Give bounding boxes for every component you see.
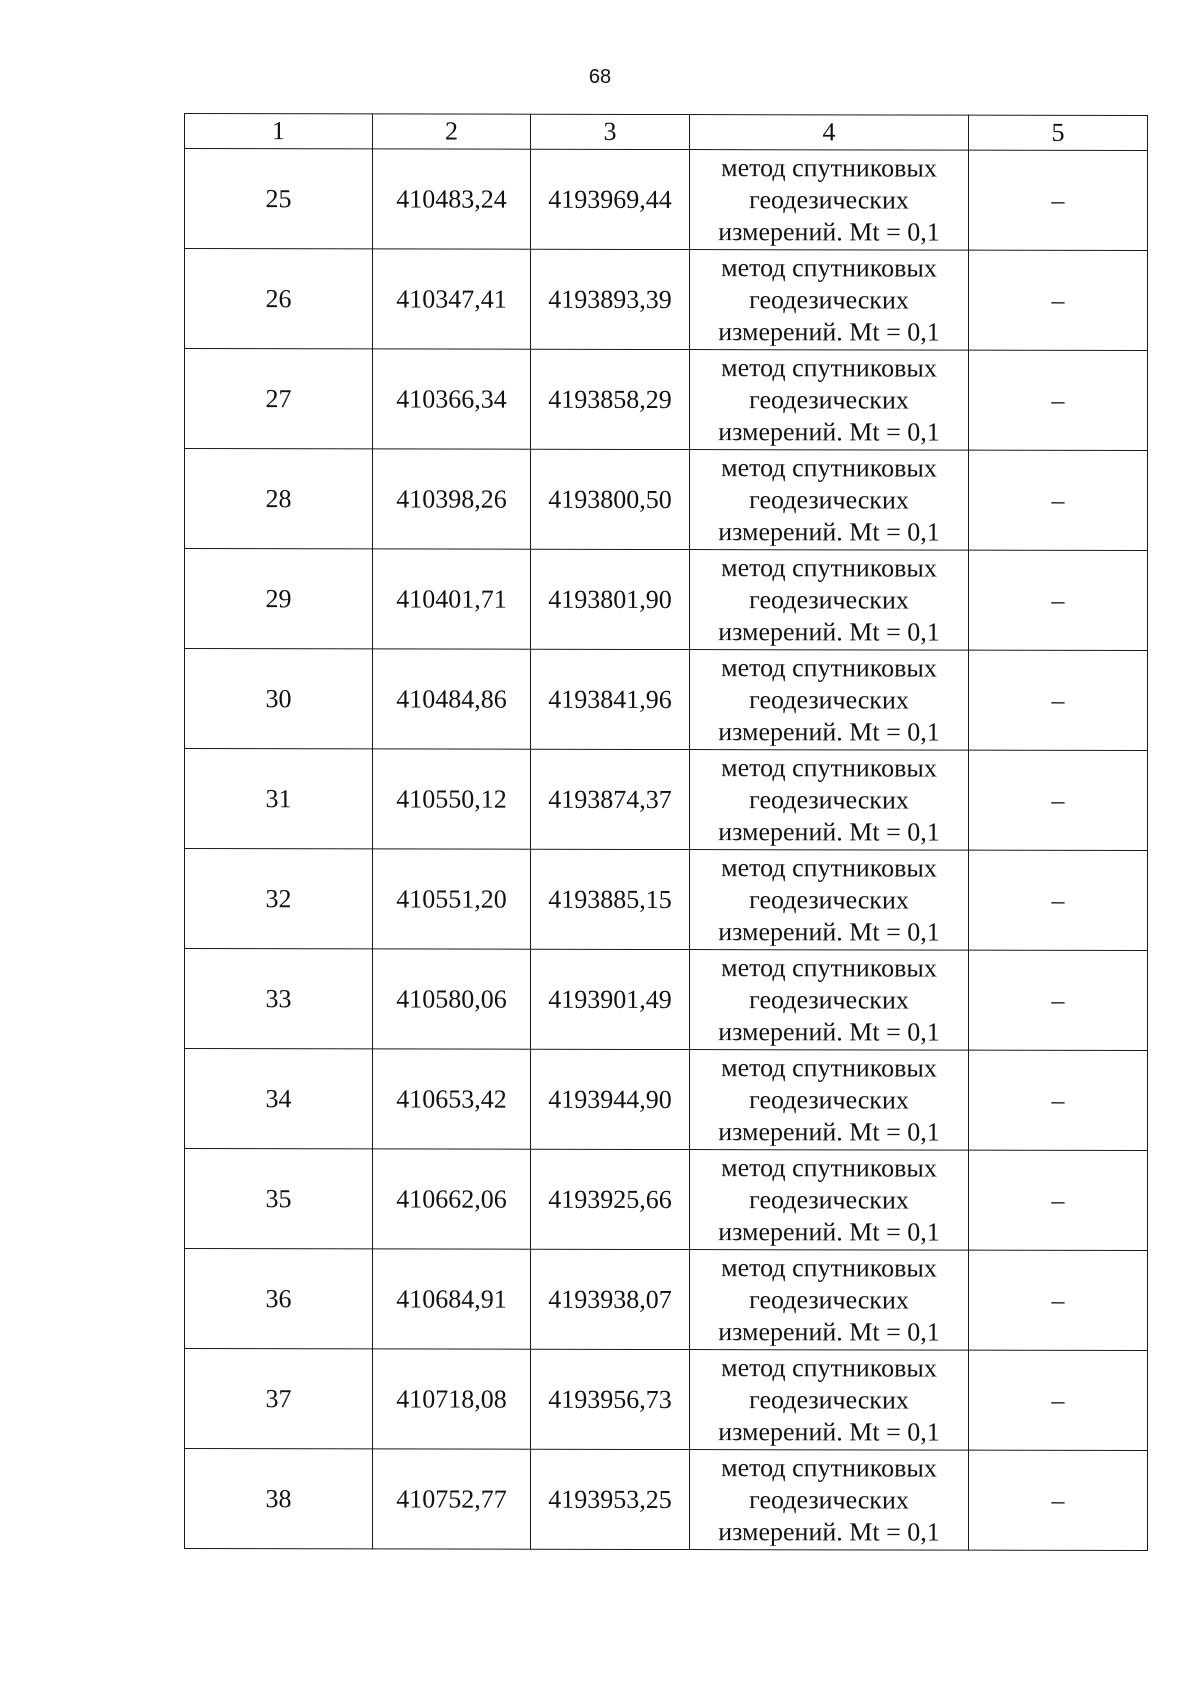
method-line: метод спутниковых: [721, 1252, 937, 1283]
y-coordinate-cell: 4193841,96: [531, 649, 690, 749]
method-line: метод спутниковых: [721, 952, 937, 983]
method-line: геодезических: [749, 1484, 909, 1515]
method-cell: [690, 650, 969, 751]
y-coordinate-cell: 4193969,44: [531, 149, 690, 249]
method-cell: [690, 950, 969, 1051]
x-coordinate-cell: 410752,77: [373, 1449, 531, 1549]
header-cell-4: 4: [690, 115, 969, 151]
y-coordinate-cell: 4193925,66: [531, 1149, 690, 1249]
method-line: метод спутниковых: [721, 1452, 937, 1483]
point-number-cell: 36: [185, 1249, 373, 1349]
y-coordinate-cell: 4193901,49: [531, 949, 690, 1049]
x-coordinate-cell: 410662,06: [373, 1149, 531, 1249]
table-row: [185, 749, 1148, 851]
method-line: метод спутниковых: [721, 1152, 937, 1183]
method-cell: [690, 450, 969, 551]
y-coordinate-cell: 4193885,15: [531, 849, 690, 949]
method-line: измерений. Mt = 0,1: [718, 1216, 940, 1247]
page-number: 68: [588, 66, 612, 88]
table-row: [185, 1049, 1148, 1151]
method-cell: [690, 1150, 969, 1251]
table-row: [185, 1449, 1148, 1551]
point-number-cell: 34: [185, 1049, 373, 1149]
method-line: метод спутниковых: [721, 1052, 937, 1083]
x-coordinate-cell: 410398,26: [373, 449, 531, 549]
method-line: метод спутниковых: [721, 452, 937, 483]
method-line: измерений. Mt = 0,1: [718, 1516, 940, 1547]
method-line: измерений. Mt = 0,1: [718, 916, 940, 947]
point-number-cell: 31: [185, 749, 373, 849]
method-line: метод спутниковых: [721, 852, 937, 883]
y-coordinate-cell: 4193801,90: [531, 549, 690, 649]
x-coordinate-cell: 410653,42: [373, 1049, 531, 1149]
table-row: [185, 849, 1148, 951]
method-cell: [690, 350, 969, 451]
point-number-cell: 38: [185, 1449, 373, 1549]
table-row: [185, 649, 1148, 751]
point-number-cell: 37: [185, 1349, 373, 1449]
method-line: измерений. Mt = 0,1: [718, 516, 940, 547]
method-line: метод спутниковых: [721, 352, 937, 383]
table-row: [185, 249, 1148, 351]
table-header-row: [185, 114, 1148, 151]
note-cell: –: [969, 1350, 1148, 1450]
point-number-cell: 28: [185, 449, 373, 549]
point-number-cell: 27: [185, 349, 373, 449]
method-line: метод спутниковых: [721, 1352, 937, 1383]
method-line: геодезических: [749, 1384, 909, 1415]
table-row: [185, 149, 1148, 251]
note-cell: –: [969, 750, 1148, 850]
y-coordinate-cell: 4193874,37: [531, 749, 690, 849]
note-cell: –: [969, 350, 1148, 450]
method-cell: [690, 1250, 969, 1351]
coordinates-table: [184, 113, 1148, 1551]
x-coordinate-cell: 410483,24: [373, 149, 531, 249]
method-cell: [690, 150, 969, 251]
x-coordinate-cell: 410550,12: [373, 749, 531, 849]
method-line: геодезических: [749, 1084, 909, 1115]
y-coordinate-cell: 4193953,25: [531, 1449, 690, 1549]
point-number-cell: 29: [185, 549, 373, 649]
table-row: [185, 949, 1148, 1051]
header-cell-2: 2: [373, 114, 531, 149]
method-line: метод спутниковых: [721, 252, 937, 283]
x-coordinate-cell: 410580,06: [373, 949, 531, 1049]
note-cell: –: [969, 550, 1148, 650]
x-coordinate-cell: 410347,41: [373, 249, 531, 349]
point-number-cell: 26: [185, 249, 373, 349]
method-line: геодезических: [749, 384, 909, 415]
y-coordinate-cell: 4193938,07: [531, 1249, 690, 1349]
method-line: измерений. Mt = 0,1: [718, 1016, 940, 1047]
table-row: [185, 549, 1148, 651]
method-line: геодезических: [749, 784, 909, 815]
note-cell: –: [969, 150, 1148, 250]
method-line: геодезических: [749, 484, 909, 515]
x-coordinate-cell: 410718,08: [373, 1349, 531, 1449]
point-number-cell: 30: [185, 649, 373, 749]
method-cell: [690, 750, 969, 851]
table-row: [185, 1149, 1148, 1251]
method-line: измерений. Mt = 0,1: [718, 1416, 940, 1447]
method-line: геодезических: [749, 184, 909, 215]
table-row: [185, 1349, 1148, 1451]
method-line: геодезических: [749, 1284, 909, 1315]
note-cell: –: [969, 650, 1148, 750]
note-cell: –: [969, 1050, 1148, 1150]
method-cell: [690, 1450, 969, 1551]
method-line: метод спутниковых: [721, 652, 937, 683]
table-row: [185, 1249, 1148, 1351]
method-line: геодезических: [749, 584, 909, 615]
table-row: [185, 349, 1148, 451]
table-body: [185, 114, 1148, 1551]
y-coordinate-cell: 4193944,90: [531, 1049, 690, 1149]
method-cell: [690, 1050, 969, 1151]
method-line: геодезических: [749, 284, 909, 315]
method-line: метод спутниковых: [721, 552, 937, 583]
method-line: измерений. Mt = 0,1: [718, 616, 940, 647]
note-cell: –: [969, 950, 1148, 1050]
point-number-cell: 32: [185, 849, 373, 949]
method-line: метод спутниковых: [721, 152, 937, 183]
method-cell: [690, 850, 969, 951]
note-cell: –: [969, 450, 1148, 550]
y-coordinate-cell: 4193858,29: [531, 349, 690, 449]
method-line: измерений. Mt = 0,1: [718, 716, 940, 747]
method-line: измерений. Mt = 0,1: [718, 1316, 940, 1347]
x-coordinate-cell: 410484,86: [373, 649, 531, 749]
header-cell-3: 3: [531, 114, 690, 149]
point-number-cell: 25: [185, 149, 373, 249]
method-line: измерений. Mt = 0,1: [718, 216, 940, 247]
method-line: геодезических: [749, 1184, 909, 1215]
point-number-cell: 35: [185, 1149, 373, 1249]
y-coordinate-cell: 4193893,39: [531, 249, 690, 349]
x-coordinate-cell: 410551,20: [373, 849, 531, 949]
method-line: геодезических: [749, 684, 909, 715]
note-cell: –: [969, 1250, 1148, 1350]
method-line: метод спутниковых: [721, 752, 937, 783]
x-coordinate-cell: 410366,34: [373, 349, 531, 449]
method-line: измерений. Mt = 0,1: [718, 816, 940, 847]
y-coordinate-cell: 4193800,50: [531, 449, 690, 549]
x-coordinate-cell: 410684,91: [373, 1249, 531, 1349]
header-cell-5: 5: [969, 115, 1148, 150]
note-cell: –: [969, 250, 1148, 350]
method-line: измерений. Mt = 0,1: [718, 1116, 940, 1147]
point-number-cell: 33: [185, 949, 373, 1049]
note-cell: –: [969, 1150, 1148, 1250]
method-line: геодезических: [749, 884, 909, 915]
method-cell: [690, 250, 969, 351]
method-cell: [690, 550, 969, 651]
table-row: [185, 449, 1148, 551]
note-cell: –: [969, 850, 1148, 950]
method-cell: [690, 1350, 969, 1451]
method-line: геодезических: [749, 984, 909, 1015]
header-cell-1: 1: [185, 114, 373, 149]
method-line: измерений. Mt = 0,1: [718, 316, 940, 347]
note-cell: –: [969, 1450, 1148, 1550]
x-coordinate-cell: 410401,71: [373, 549, 531, 649]
method-line: измерений. Mt = 0,1: [718, 416, 940, 447]
y-coordinate-cell: 4193956,73: [531, 1349, 690, 1449]
